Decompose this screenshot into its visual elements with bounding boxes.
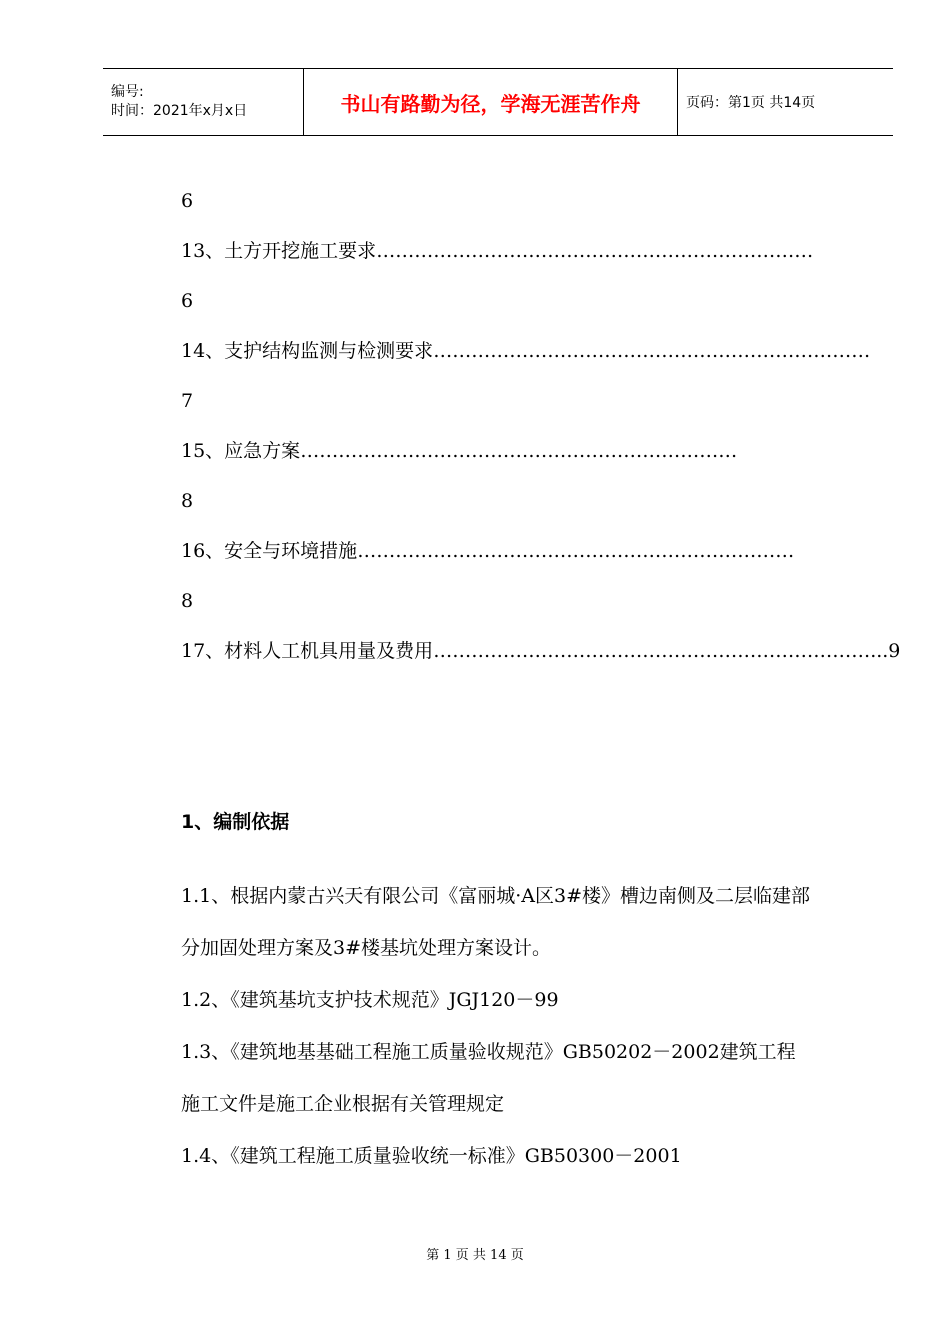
page-footer: 第 1 页 共 14 页 xyxy=(426,1248,524,1263)
toc-entry-title: 14、支护结构监测与检测要求 xyxy=(181,340,434,362)
toc-entry-title: 13、土方开挖施工要求 xyxy=(181,240,377,262)
toc-page-number: 8 xyxy=(181,590,194,612)
toc-page-number: 8 xyxy=(181,490,194,512)
toc-leader-dots: …………………………………………………………… xyxy=(433,340,871,362)
section-title: 1、编制依据 xyxy=(181,811,290,833)
toc-page-number: 6 xyxy=(181,190,194,212)
toc-entry[interactable] xyxy=(181,626,901,676)
toc-leader-dots: …………………………………………………………… xyxy=(357,540,795,562)
header-motto: 书山有路勤为径，学海无涯苦作舟 xyxy=(304,69,678,135)
page-header xyxy=(103,68,893,136)
paragraph: 1.3、《建筑地基基础工程施工质量验收规范》GB50202－2002建筑工程施工文件是施工企业根据有关管理规定 xyxy=(181,1041,796,1115)
paragraph: 1.4、《建筑工程施工质量验收统一标准》GB50300－2001 xyxy=(181,1145,682,1167)
table-of-contents xyxy=(181,176,901,676)
toc-entry[interactable] xyxy=(181,226,814,276)
toc-entry-page: ...9 xyxy=(870,640,901,662)
toc-entry[interactable] xyxy=(181,326,871,376)
toc-leader-dots: …………………………………………………………… xyxy=(376,240,814,262)
toc-page-number: 6 xyxy=(181,290,194,312)
toc-entry[interactable] xyxy=(181,426,814,476)
paragraph: 1.1、根据内蒙古兴天有限公司《富丽城·A区3#楼》槽边南侧及二层临建部分加固处理方案及3#楼基坑处理方案设计。 xyxy=(181,885,810,959)
toc-entry-title: 17、材料人工机具用量及费用 xyxy=(181,640,434,662)
toc-entry-title: 15、应急方案 xyxy=(181,440,301,462)
toc-page-number: 7 xyxy=(181,390,194,412)
header-meta xyxy=(103,69,304,135)
section-body xyxy=(181,870,814,1182)
header-page-info: 页码：第1页 共14页 xyxy=(686,95,816,111)
toc-leader-dots: …………………………………………………………… xyxy=(300,440,738,462)
number-label: 编号: xyxy=(111,84,144,100)
toc-entry-title: 16、安全与环境措施 xyxy=(181,540,358,562)
toc-leader-dots: …………………………………………………………… xyxy=(433,640,871,662)
toc-entry[interactable] xyxy=(181,526,814,576)
time-label: 时间：2021年x月x日 xyxy=(111,103,248,119)
paragraph: 1.2、《建筑基坑支护技术规范》JGJ120－99 xyxy=(181,989,559,1011)
